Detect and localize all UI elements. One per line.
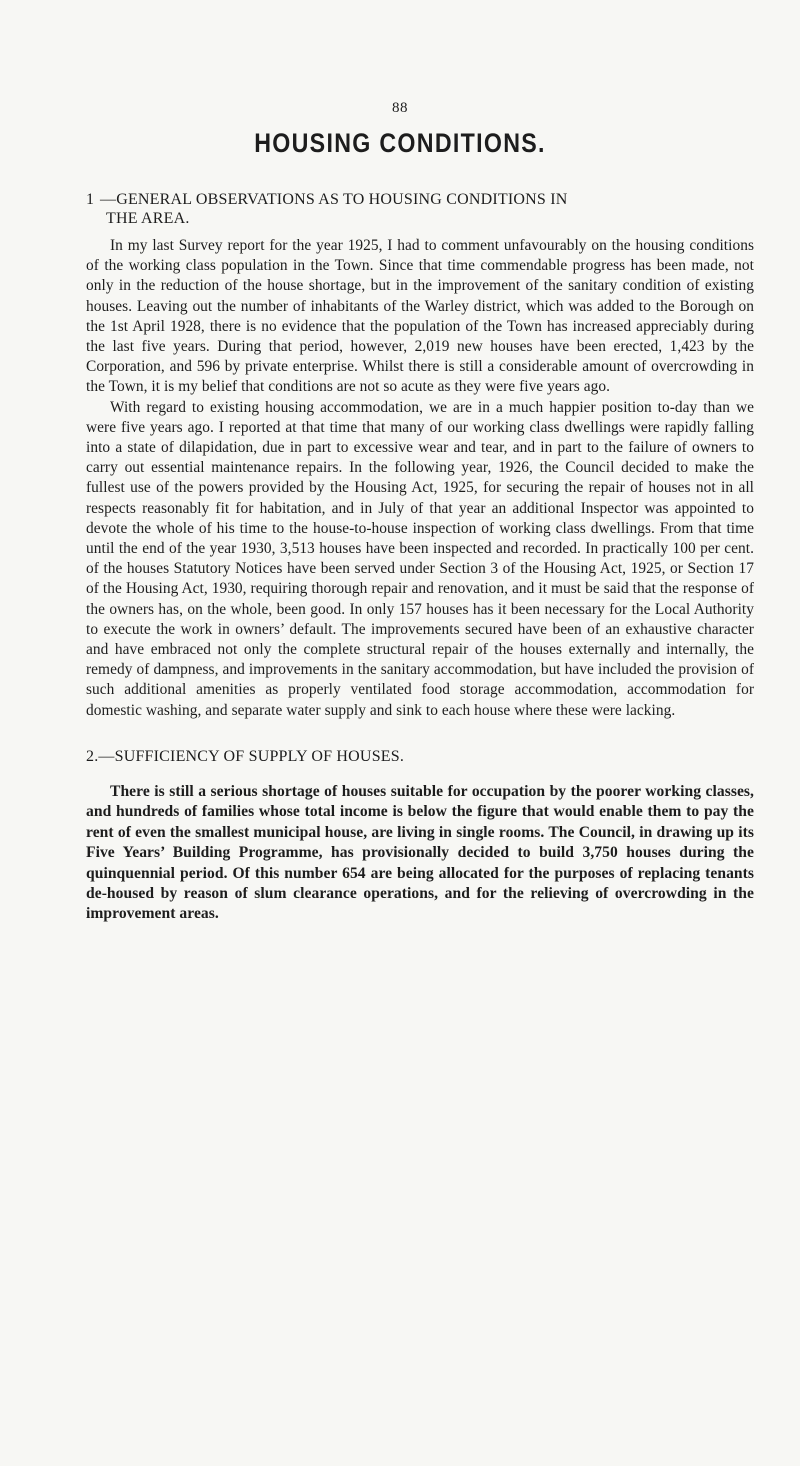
section-sufficiency-of-supply — [86, 747, 754, 925]
section-1-heading — [86, 190, 754, 228]
section-1-paragraph-2: With regard to existing housing accommodation, we are in a much happier position to-day than we were five years ago. I reported at that time that many of our working class dwellings were rapidly falling into a state of dilapidation, due in part to excessive wear and tear, and in part to the failure of owners to carry out essential maintenance repairs. In the following year, 1926, the Council decided to make the fullest use of the powers provided by the Housing Act, 1925, for securing the repair of houses not in all respects reasonably fit for habitation, and in July of that year an additional Inspector was appointed to devote the whole of his time to the house-to-house inspection of working class dwellings. From that time until the end of the year 1930, 3,513 houses have been inspected and recorded. In practically 100 per cent. of the houses Statutory Notices have been served under Section 3 of the Housing Act, 1925, or Section 17 of the Housing Act, 1930, requiring thorough repair and renovation, and it must be said that the response of the owners has, on the whole, been good. In only 157 houses has it been necessary for the Local Authority to execute the work in owners’ default. The improvements secured have been of an exhaustive character and have embraced not only the complete structural repair of the houses externally and internally, the remedy of dampness, and improvements in the sanitary accommodation, but have included the provision of such additional amenities as properly ventilated food storage accommodation, accommodation for domestic washing, and separate water supply and sink to each house where these were lacking. — [86, 398, 754, 719]
section-1-heading-line1: —GENERAL OBSERVATIONS AS TO HOUSING CONDITIONS IN — [100, 191, 568, 208]
page-number: 88 — [392, 100, 408, 116]
section-1-paragraph-1: In my last Survey report for the year 1925, I had to comment unfavourably on the housing conditions of the working class population in the Town. Since that time commendable progress has been made, not only in the reduction of the house shortage, but in the improvement of the sanitary condition of existing houses. Leaving out the number of inhabitants of the Warley district, which was added to the Borough on the 1st April 1928, there is no evidence that the population of the Town has increased appreciably during the last five years. During that period, however, 2,019 new houses have been erected, 1,423 by the Corporation, and 596 by private enterprise. Whilst there is still a considerable amount of overcrowding in the Town, it is my belief that conditions are not so acute as they were five years ago. — [86, 237, 754, 396]
section-2-paragraph-1: There is still a serious shortage of houses suitable for occupation by the poorer working classes, and hundreds of families whose total income is below the figure that would enable them to pay the rent of even the smallest municipal house, are living in single rooms. The Council, in drawing up its Five Years’ Building Programme, has provisionally decided to build 3,750 houses during the quinquennial period. Of this number 654 are being allocated for the purposes of replacing tenants de-housed by reason of slum clearance operations, and for the relieving of overcrowding in the improvement areas. — [86, 782, 754, 923]
page-title: HOUSING CONDITIONS. — [254, 128, 546, 158]
section-general-observations — [86, 190, 754, 721]
document-body — [86, 190, 754, 925]
section-1-number: 1 — [86, 191, 95, 208]
section-1-heading-line2: THE AREA. — [106, 210, 190, 227]
section-2-heading: 2.—SUFFICIENCY OF SUPPLY OF HOUSES. — [86, 747, 405, 765]
